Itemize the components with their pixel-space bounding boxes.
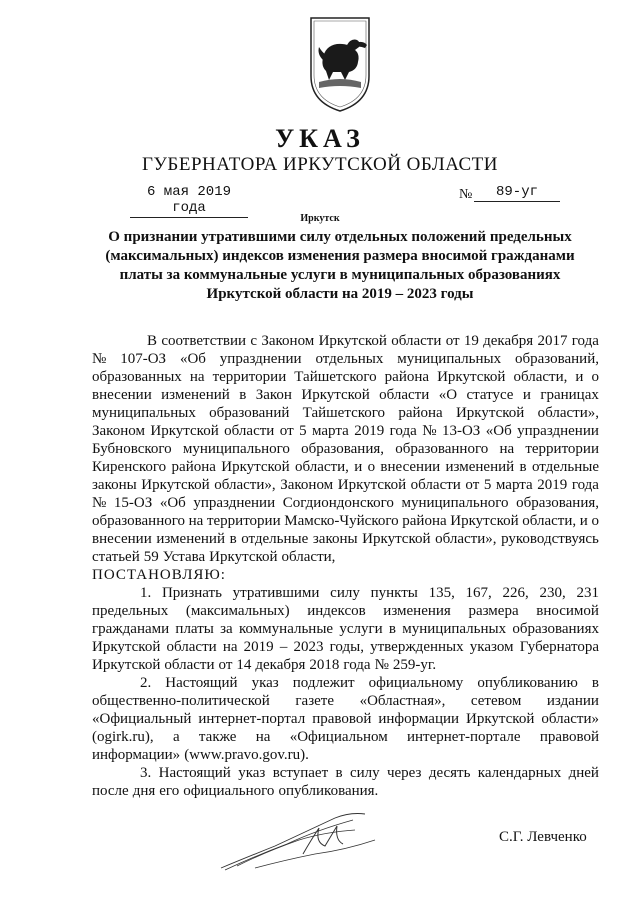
- text-line: Законом Иркутской области от 5 марта 2019 года № 13-ОЗ «Об упразднении: [92, 423, 599, 439]
- city-label: Иркутск: [300, 213, 340, 224]
- text-line: В соответствии с Законом Иркутской области от 19 декабря 2017 года: [147, 333, 599, 349]
- text-line: гражданами платы за коммунальные услуги в муниципальных образованиях: [92, 621, 599, 637]
- preamble-paragraph: [92, 332, 599, 566]
- document-date: 6 мая 2019 года: [130, 184, 248, 218]
- text-line: образованных на территории Тайшетского района Иркутской области, и о: [92, 369, 599, 385]
- text-line: муниципальных образований Тайшетского района Иркутской области»,: [92, 405, 599, 421]
- text-line: информации» (www.pravo.gov.ru).: [92, 747, 309, 763]
- heading-line: О признании утратившими силу отдельных положений предельных: [108, 229, 572, 245]
- item-2-paragraph: [92, 674, 599, 764]
- text-line: общественно-политической газете «Областная», сетевом издании: [92, 693, 599, 709]
- heading-line: платы за коммунальные услуги в муниципальных образованиях: [119, 267, 561, 283]
- text-line: 2. Настоящий указ подлежит официальному опубликованию в: [140, 675, 599, 691]
- document-title: УКАЗ: [275, 124, 365, 153]
- text-line: 1. Признать утратившими силу пункты 135, 167, 226, 230, 231: [140, 585, 599, 601]
- text-line: Киренского района Иркутской области, и о внесении изменений в отдельные: [92, 459, 599, 475]
- coat-of-arms-emblem: [305, 14, 375, 114]
- handwritten-signature: [215, 810, 385, 872]
- text-line: статьей 59 Устава Иркутской области,: [92, 549, 336, 565]
- text-line: Иркутской области от 14 декабря 2018 года № 259-уг.: [92, 657, 437, 673]
- text-line: 3. Настоящий указ вступает в силу через десять календарных дней: [140, 765, 599, 781]
- heading-line: Иркутской области на 2019 – 2023 годы: [206, 286, 474, 302]
- text-line: Иркутской области на 2019 – 2023 годы, утвержденных указом Губернатора: [92, 639, 599, 655]
- heading-line: (максимальных) индексов изменения размера вносимой гражданами: [105, 248, 575, 264]
- text-line: законы Иркутской области», Законом Иркутской области от 5 марта 2019 года: [92, 477, 599, 493]
- text-line: Бубновского муниципального образования, образованного на территории: [92, 441, 599, 457]
- text-line: № 15-ОЗ «Об упразднении Согдиондонского муниципального образования,: [92, 495, 599, 511]
- document-heading: [100, 228, 580, 304]
- document-body: [92, 332, 599, 800]
- item-1-paragraph: [92, 584, 599, 674]
- number-label: №: [459, 187, 473, 202]
- document-subtitle: ГУБЕРНАТОРА ИРКУТСКОЙ ОБЛАСТИ: [142, 154, 498, 175]
- text-line: предельных (максимальных) индексов изменения размера вносимой: [92, 603, 599, 619]
- text-line: (ogirk.ru), а также на «Официальном интернет-портале правовой: [92, 729, 599, 745]
- signer-name: С.Г. Левченко: [499, 829, 587, 845]
- decree-word: ПОСТАНОВЛЯЮ:: [92, 567, 226, 583]
- text-line: после дня его официального опубликования.: [92, 783, 379, 799]
- text-line: образованного на территории Мамско-Чуйского района Иркутской области, и о: [92, 513, 599, 529]
- text-line: внесении изменений в Закон Иркутской области «О статусе и границах: [92, 387, 599, 403]
- text-line: «Официальный интернет-портал правовой информации Иркутской области»: [92, 711, 599, 727]
- item-3-paragraph: [92, 764, 599, 800]
- text-line: № 107-ОЗ «Об упразднении отдельных муниципальных образований,: [92, 351, 599, 367]
- text-line: внесении изменений в отдельные законы Иркутской области», руководствуясь: [92, 531, 599, 547]
- document-number: 89-уг: [474, 184, 560, 202]
